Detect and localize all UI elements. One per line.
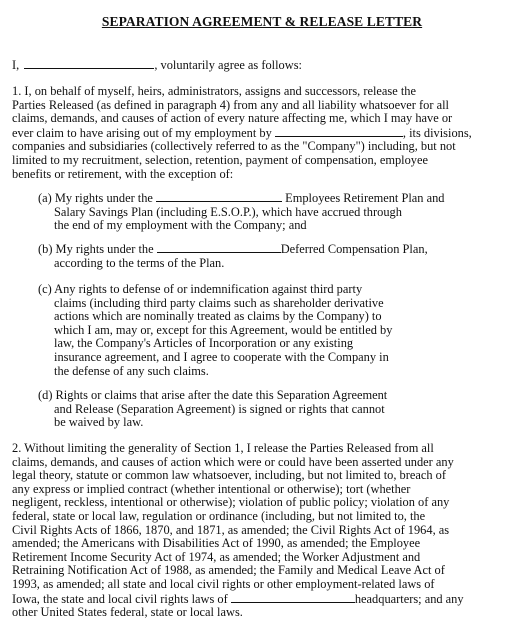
item-a-prefix: (a) My rights under the xyxy=(38,191,153,205)
section-2-line: Retirement Income Security Act of 1974, as amended; the Worker Adjustment and xyxy=(12,549,421,564)
item-c xyxy=(38,283,392,378)
section-1-line xyxy=(12,126,472,141)
section-2-line: Retraining Notification Act of 1988, as amended; the Family and Medical Leave Act of xyxy=(12,563,445,578)
state-laws-suffix: headquarters; and any xyxy=(354,591,464,606)
name-blank[interactable] xyxy=(24,58,154,69)
employer-suffix: , its divisions, xyxy=(402,125,472,140)
item-d-line: and Release (Separation Agreement) is signed or rights that cannot xyxy=(54,401,385,416)
headquarters-blank[interactable] xyxy=(231,592,355,603)
item-b-prefix: (b) My rights under the xyxy=(38,242,154,256)
intro-suffix: , voluntarily agree as follows: xyxy=(154,58,302,72)
section-1-line: claims, demands, and causes of action of every nature affecting me, which I may have or xyxy=(12,111,453,126)
item-d xyxy=(38,389,387,430)
item-c-line: (c) Any rights to defense of or indemnification against third party xyxy=(38,282,363,296)
section-2-line: any express or implied contract (whether intentional or otherwise); tort (whether xyxy=(12,481,411,496)
item-b xyxy=(38,242,428,270)
section-2-line: amended; the Americans with Disabilities Act of 1990, as amended; the Employee xyxy=(12,536,421,551)
section-1 xyxy=(12,85,472,181)
item-a xyxy=(38,191,444,233)
item-a-line: Salary Savings Plan (including E.S.O.P.), which have accrued through xyxy=(54,204,402,219)
section-1-line: Parties Released (as defined in paragraph 4) from any and all liability whatsoever for all xyxy=(12,97,449,112)
section-2-line: claims, demands, and causes of action which were or could have been asserted under any xyxy=(12,454,454,469)
item-d-line: be waived by law. xyxy=(54,415,144,430)
item-c-line: actions which are nominally treated as claims by the Company) to xyxy=(54,309,382,324)
employer-blank[interactable] xyxy=(275,126,403,137)
section-1-line: 1. I, on behalf of myself, heirs, administrators, assigns and successors, release the xyxy=(12,84,416,98)
section-1-line: companies and subsidiaries (collectively referred to as the "Company") including, but not xyxy=(12,139,456,154)
intro-prefix: I, xyxy=(12,58,20,72)
item-c-line: law, the Company's Articles of Incorporation or any existing xyxy=(54,336,354,351)
section-2-line: 2. Without limiting the generality of Section 1, I release the Parties Released from all xyxy=(12,441,434,455)
section-2-line: federal, state or local law, regulation or ordinance (including, but not limited to, the xyxy=(12,508,426,523)
state-laws-prefix: Iowa, the state and local civil rights laws of xyxy=(12,591,228,606)
deferred-plan-blank[interactable] xyxy=(157,242,281,253)
item-c-line: insurance agreement, and I agree to cooperate with the Company in xyxy=(54,349,389,364)
item-a-line: the end of my employment with the Company; and xyxy=(54,218,307,233)
section-1-line: benefits or retirement, with the exception of: xyxy=(12,166,234,181)
employer-prefix: ever claim to have arising out of my employment by xyxy=(12,125,272,140)
item-a-suffix: Employees Retirement Plan and xyxy=(285,191,445,205)
item-b-suffix: Deferred Compensation Plan, xyxy=(280,242,428,256)
section-1-line: limited to my recruitment, selection, retention, payment of compensation, employee xyxy=(12,152,428,167)
item-d-line: (d) Rights or claims that arise after the date this Separation Agreement xyxy=(38,388,388,402)
item-c-line: which I am, may or, except for this Agreement, would be entitled by xyxy=(54,322,393,337)
item-c-line: claims (including third party claims such as shareholder derivative xyxy=(54,295,384,310)
section-2-line: 1993, as amended; all state and local civil rights or other employment-related laws of xyxy=(12,576,435,591)
section-2-line: other United States federal, state or local laws. xyxy=(12,605,243,620)
section-2-line: legal theory, statute or common law whatsoever, including, but not limited to, breach of xyxy=(12,468,446,483)
section-2 xyxy=(12,442,464,620)
item-c-line: the defense of any such claims. xyxy=(54,363,209,378)
section-2-line: Civil Rights Acts of 1866, 1870, and 1871, as amended; the Civil Rights Act of 1964, as xyxy=(12,522,450,537)
item-b-line: according to the terms of the Plan. xyxy=(54,255,225,270)
intro-line xyxy=(12,58,302,73)
document-title: SEPARATION AGREEMENT & RELEASE LETTER xyxy=(101,14,423,29)
section-2-line: negligent, reckless, intentional or otherwise); violation of public policy; violation of any xyxy=(12,495,450,510)
retirement-plan-blank[interactable] xyxy=(156,191,282,202)
